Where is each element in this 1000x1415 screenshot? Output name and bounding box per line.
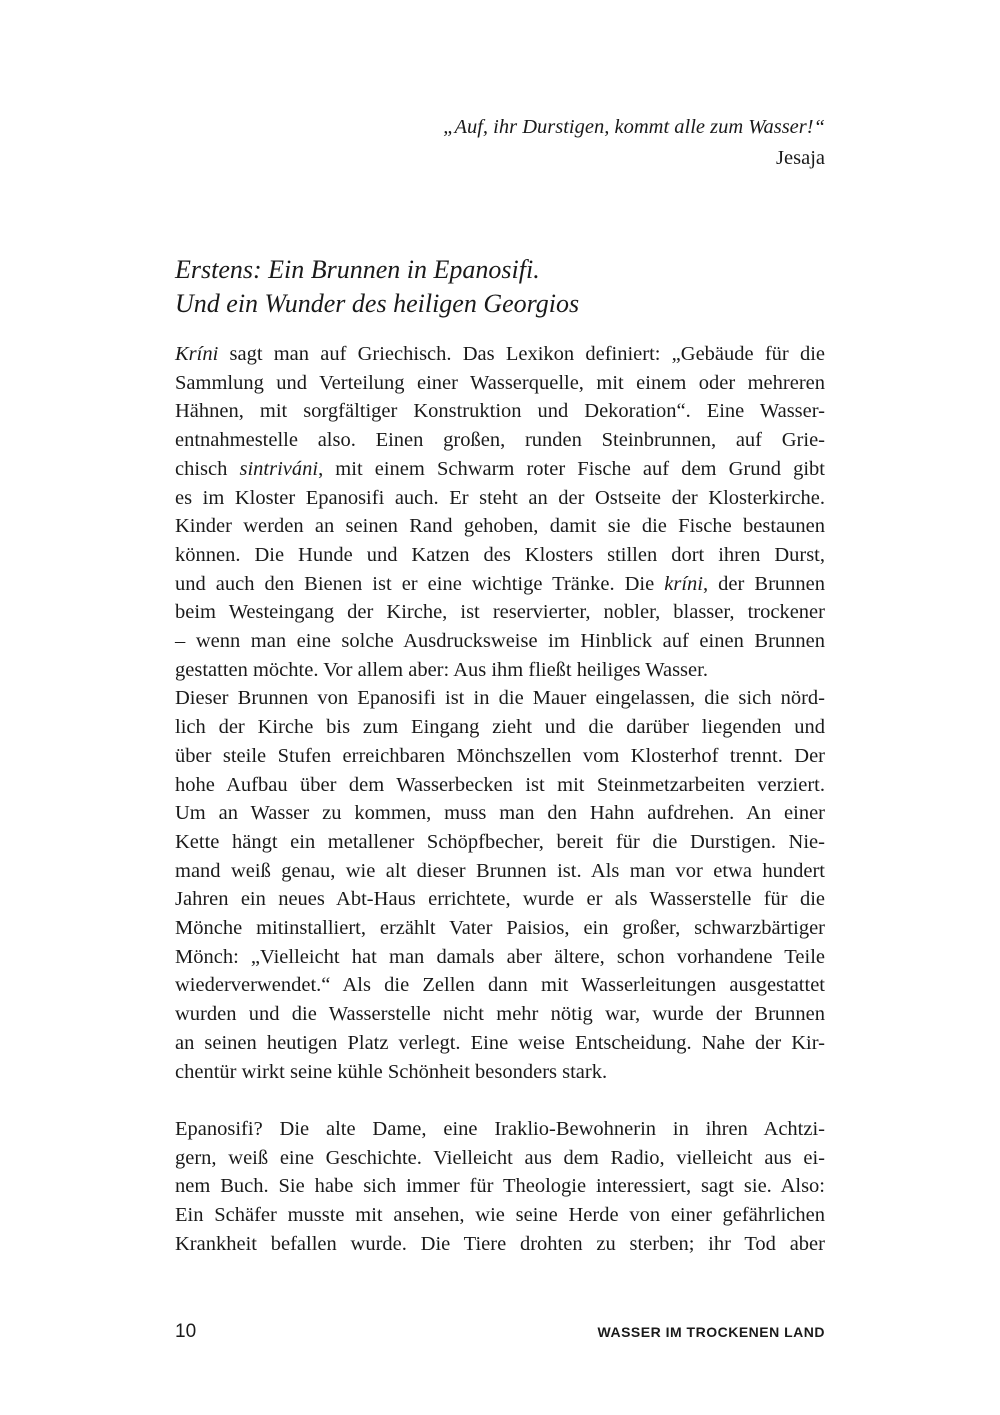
text-emphasis: sintriváni <box>239 457 319 480</box>
text-line: Krankheit befallen wurde. Die Tiere drohten zu sterben; ihr Tod aber <box>175 1232 825 1255</box>
epigraph-quote: „Auf, ihr Durstigen, kommt alle zum Wasser!“ <box>443 116 825 138</box>
text-line: Jahren ein neues Abt-Haus errichtete, wurde er als Wasserstelle für die <box>175 888 825 911</box>
text-line: Hähnen, mit sorgfältiger Konstruktion und Dekoration“. Eine Wasser- <box>175 400 825 423</box>
text-line: Dieser Brunnen von Epanosifi ist in die Mauer eingelassen, die sich nörd- <box>175 687 825 710</box>
text-line: lich der Kirche bis zum Eingang zieht und die darüber liegenden und <box>175 716 825 739</box>
text-line: entnahmestelle also. Einen großen, runden Steinbrunnen, auf Grie- <box>175 429 825 452</box>
text-line: mand weiß genau, wie alt dieser Brunnen ist. Als man vor etwa hundert <box>175 859 825 882</box>
text-line: und auch den Bienen ist er eine wichtige Tränke. Die kríni, der Brunnen <box>175 572 825 595</box>
text-line: Kríni sagt man auf Griechisch. Das Lexikon definiert: „Gebäude für die <box>175 343 825 365</box>
text-line: wurden und die Wasserstelle nicht mehr nötig war, wurde der Brunnen <box>175 1003 825 1026</box>
text-line: können. Die Hunde und Katzen des Klosters stillen dort ihren Durst, <box>175 543 825 566</box>
chapter-title <box>175 253 579 321</box>
text-line: Kette hängt ein metallener Schöpfbecher, bereit für die Durstigen. Nie- <box>175 830 825 853</box>
text-line: – wenn man eine solche Ausdrucksweise im Hinblick auf einen Brunnen <box>175 630 825 653</box>
chapter-title-line-1: Erstens: Ein Brunnen in Epanosifi. <box>175 255 540 284</box>
page-number: 10 <box>175 1321 197 1342</box>
text-line: über steile Stufen erreichbaren Mönchszellen vom Klosterhof trennt. Der <box>175 744 825 767</box>
page-footer <box>175 1321 825 1347</box>
text-line: gern, weiß eine Geschichte. Vielleicht aus dem Radio, vielleicht aus ei- <box>175 1146 825 1169</box>
text-line: wiederverwendet.“ Als die Zellen dann mit Wasserleitungen ausgestattet <box>175 974 825 997</box>
text-line: Sammlung und Verteilung einer Wasserquelle, mit einem oder mehreren <box>175 371 825 394</box>
text-line: Ein Schäfer musste mit ansehen, wie seine Herde von einer gefährlichen <box>175 1204 825 1227</box>
epigraph-author: Jesaja <box>776 147 825 169</box>
text-line: chentür wirkt seine kühle Schönheit besonders stark. <box>175 1060 608 1083</box>
text-line: Um an Wasser zu kommen, muss man den Hahn aufdrehen. An einer <box>175 802 825 825</box>
text-line: Mönch: „Vielleicht hat man damals aber ältere, schon vorhandene Teile <box>175 945 825 968</box>
body-text <box>175 340 825 1258</box>
text-line: Mönche mitinstalliert, erzählt Vater Paisios, ein großer, schwarzbärtiger <box>175 917 825 940</box>
text-line: es im Kloster Epanosifi auch. Er steht an der Ostseite der Klosterkirche. <box>175 486 825 509</box>
text-line: nem Buch. Sie habe sich immer für Theologie interessiert, sagt sie. Also: <box>175 1175 825 1198</box>
paragraph-gap <box>175 1086 825 1115</box>
text-line: chisch sintriváni, mit einem Schwarm roter Fische auf dem Grund gibt <box>175 457 825 480</box>
text-emphasis: Kríni <box>175 343 219 365</box>
text-line: gestatten möchte. Vor allem aber: Aus ihm fließt heiliges Wasser. <box>175 658 708 681</box>
chapter-title-line-2: Und ein Wunder des heiligen Georgios <box>175 289 580 318</box>
running-head: WASSER IM TROCKENEN LAND <box>597 1324 825 1340</box>
text-line: an seinen heutigen Platz verlegt. Eine weise Entscheidung. Nahe der Kir- <box>175 1031 825 1054</box>
epigraph <box>443 112 825 174</box>
text-line: Epanosifi? Die alte Dame, eine Iraklio-Bewohnerin in ihren Achtzi- <box>175 1117 825 1140</box>
text-line: hohe Aufbau über dem Wasserbecken ist mit Steinmetzarbeiten verziert. <box>175 773 825 796</box>
text-line: Kinder werden an seinen Rand gehoben, damit sie die Fische bestaunen <box>175 515 825 538</box>
text-emphasis: kríni <box>664 572 703 595</box>
text-line: beim Westeingang der Kirche, ist reservierter, nobler, blasser, trockener <box>175 601 825 624</box>
